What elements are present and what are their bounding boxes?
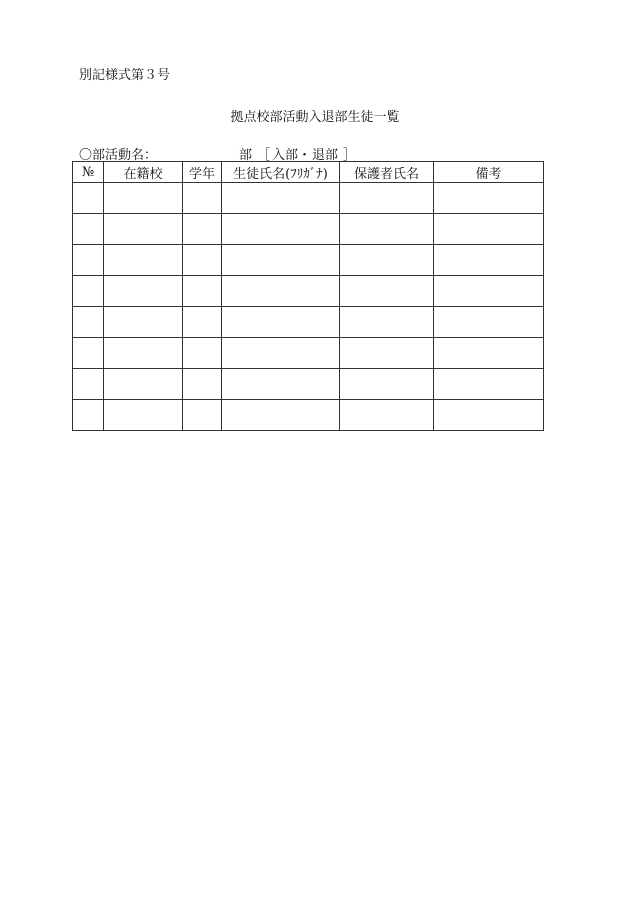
- col-no-header: №: [73, 162, 104, 183]
- bracket-close: ］: [343, 148, 357, 163]
- cell-guardian-name: [340, 245, 434, 276]
- cell-no: [73, 245, 104, 276]
- cell-no: [73, 338, 104, 369]
- cell-remarks: [434, 338, 544, 369]
- cell-guardian-name: [340, 307, 434, 338]
- cell-student-name: [222, 214, 340, 245]
- col-student-name-header: 生徒氏名(ﾌﾘｶﾞﾅ): [222, 162, 340, 183]
- cell-remarks: [434, 214, 544, 245]
- table-row: [73, 276, 544, 307]
- table-row: [73, 338, 544, 369]
- cell-student-name: [222, 369, 340, 400]
- leave-option: 退部: [312, 148, 339, 163]
- cell-student-name: [222, 338, 340, 369]
- cell-guardian-name: [340, 369, 434, 400]
- table-header-row: [73, 162, 544, 183]
- form-number: 別記様式第３号: [79, 68, 171, 83]
- cell-grade: [183, 369, 222, 400]
- cell-grade: [183, 338, 222, 369]
- cell-grade: [183, 183, 222, 214]
- table-row: [73, 214, 544, 245]
- roster-table: [72, 161, 544, 431]
- table-row: [73, 183, 544, 214]
- cell-no: [73, 400, 104, 431]
- cell-remarks: [434, 183, 544, 214]
- cell-school: [104, 183, 183, 214]
- cell-guardian-name: [340, 276, 434, 307]
- table-row: [73, 245, 544, 276]
- bracket-open: ［: [257, 148, 271, 163]
- col-guardian-name-header: 保護者氏名: [340, 162, 434, 183]
- col-grade-header: 学年: [183, 162, 222, 183]
- cell-remarks: [434, 369, 544, 400]
- table-row: [73, 369, 544, 400]
- cell-grade: [183, 400, 222, 431]
- cell-remarks: [434, 245, 544, 276]
- cell-grade: [183, 276, 222, 307]
- cell-no: [73, 307, 104, 338]
- cell-student-name: [222, 183, 340, 214]
- cell-school: [104, 245, 183, 276]
- cell-school: [104, 369, 183, 400]
- club-name-label: 〇部活動名：: [79, 148, 158, 163]
- cell-no: [73, 276, 104, 307]
- club-name-line: [79, 144, 479, 162]
- join-option: 入部: [272, 148, 299, 163]
- cell-school: [104, 338, 183, 369]
- cell-school: [104, 276, 183, 307]
- cell-remarks: [434, 400, 544, 431]
- col-remarks-header: 備考: [434, 162, 544, 183]
- roster-body: [73, 183, 544, 431]
- cell-guardian-name: [340, 400, 434, 431]
- document-title: 拠点校部活動入退部生徒一覧: [230, 110, 400, 125]
- cell-school: [104, 307, 183, 338]
- cell-student-name: [222, 400, 340, 431]
- table-row: [73, 307, 544, 338]
- cell-guardian-name: [340, 183, 434, 214]
- option-separator: ・: [298, 148, 312, 163]
- cell-student-name: [222, 307, 340, 338]
- cell-no: [73, 214, 104, 245]
- cell-grade: [183, 245, 222, 276]
- cell-student-name: [222, 245, 340, 276]
- cell-remarks: [434, 307, 544, 338]
- col-school-header: 在籍校: [104, 162, 183, 183]
- cell-remarks: [434, 276, 544, 307]
- cell-no: [73, 183, 104, 214]
- cell-school: [104, 400, 183, 431]
- cell-student-name: [222, 276, 340, 307]
- cell-school: [104, 214, 183, 245]
- cell-no: [73, 369, 104, 400]
- cell-guardian-name: [340, 214, 434, 245]
- cell-guardian-name: [340, 338, 434, 369]
- table-row: [73, 400, 544, 431]
- club-suffix: 部: [239, 148, 253, 163]
- cell-grade: [183, 214, 222, 245]
- cell-grade: [183, 307, 222, 338]
